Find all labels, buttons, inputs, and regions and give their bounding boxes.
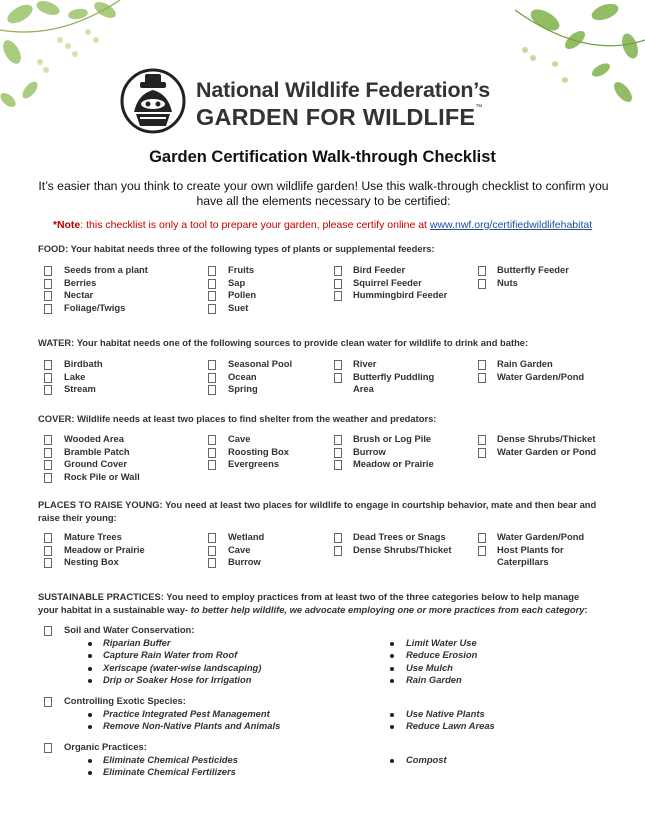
checkbox[interactable] [334, 435, 342, 445]
checklist-item: Meadow or Prairie [353, 458, 434, 469]
checklist-item: Pollen [228, 289, 257, 300]
page-title: Garden Certification Walk-through Checklist [149, 148, 496, 166]
checkbox[interactable] [208, 279, 216, 289]
checkbox[interactable] [208, 460, 216, 470]
checklist-item: Suet [228, 301, 249, 313]
checklist-item: Butterfly Feeder [497, 264, 569, 275]
practice-item: Use Native Plants [406, 707, 485, 719]
checklist-item: Seeds from a plant [64, 264, 148, 275]
checklist-item: Birdbath [64, 358, 103, 369]
checklist-item: Wetland [228, 531, 265, 542]
checklist-item: Spring [228, 383, 258, 394]
checkbox[interactable] [334, 546, 342, 556]
food-heading: FOOD: Your habitat needs three of the following types of plants or supplemental feeders: [38, 243, 435, 254]
intro-text: It’s easier than you think to create your own wildlife garden! Use this walk-through checklist to confirm you have all the elements necessary to be certified: [38, 179, 609, 208]
checkbox[interactable] [478, 546, 486, 556]
checkbox[interactable] [334, 360, 342, 370]
checkbox[interactable] [44, 533, 52, 543]
brand-name: National Wildlife Federation’s [196, 78, 491, 102]
checkbox[interactable] [334, 460, 342, 470]
bullet [390, 759, 394, 763]
young-heading: PLACES TO RAISE YOUNG: You need at least two places for wildlife to engage in courtship behavior, mate and then bear and raise their young: [38, 499, 597, 523]
practice-item: Riparian Buffer [103, 636, 171, 648]
practice-group-label: Soil and Water Conservation: [64, 624, 195, 635]
bullet [88, 713, 92, 717]
checklist-item: Butterfly Puddling [353, 370, 435, 382]
checklist-item: Hummingbird Feeder [353, 289, 448, 300]
checkbox[interactable] [44, 385, 52, 395]
checkbox[interactable] [478, 279, 486, 289]
checkbox[interactable] [208, 266, 216, 276]
checkbox[interactable] [208, 360, 216, 370]
checkbox[interactable] [44, 743, 52, 753]
checkbox[interactable] [478, 266, 486, 276]
bullet [390, 725, 394, 729]
checklist-item: Foliage/Twigs [64, 301, 126, 313]
bullet [390, 679, 394, 683]
checkbox[interactable] [208, 533, 216, 543]
checklist-item: Cave [228, 433, 251, 444]
sustainable-heading: SUSTAINABLE PRACTICES: You need to employ practices from at least two of the three categories below to help manage your habitat in a sustainable way- to better help wildlife, we advocate employing one or more practices from each category: [38, 591, 588, 615]
note-text: *Note: this checklist is only a tool to prepare your garden, please certify online at www.nwf.org/certifiedwildlifehabitat [52, 219, 593, 231]
checklist-item: Cave [228, 543, 251, 555]
checklist-item: Ocean [228, 370, 257, 382]
checklist-item: Bird Feeder [353, 264, 406, 275]
certify-link[interactable]: www.nwf.org/certifiedwildlifehabitat [429, 219, 593, 231]
checklist-item: Nesting Box [64, 556, 119, 567]
checklist-item: Host Plants for [497, 543, 564, 555]
bullet [88, 654, 92, 658]
checkbox[interactable] [44, 435, 52, 445]
brand-header [120, 68, 540, 138]
practice-group-label: Controlling Exotic Species: [64, 695, 186, 706]
practice-item: Eliminate Chemical Pesticides [103, 753, 238, 765]
practice-item: Practice Integrated Pest Management [103, 707, 270, 719]
practice-item: Use Mulch [406, 661, 453, 673]
practice-item: Rain Garden [406, 674, 462, 685]
water-heading: WATER: Your habitat needs one of the following sources to provide clean water for wildlife to drink and bathe: [38, 337, 529, 348]
checkbox[interactable] [478, 435, 486, 445]
checkbox[interactable] [478, 533, 486, 543]
checkbox[interactable] [44, 291, 52, 301]
checkbox[interactable] [208, 373, 216, 383]
checkbox[interactable] [334, 266, 342, 276]
checkbox[interactable] [44, 360, 52, 370]
practice-item: Compost [406, 753, 447, 765]
checkbox[interactable] [208, 448, 216, 458]
bullet [88, 679, 92, 683]
checklist-item: Roosting Box [228, 445, 289, 457]
checklist-item: Berries [64, 276, 97, 288]
checklist-item: Dense Shrubs/Thicket [497, 433, 596, 444]
checkbox[interactable] [44, 448, 52, 458]
checkbox[interactable] [334, 533, 342, 543]
checkbox[interactable] [44, 304, 52, 314]
practice-item: Xeriscape (water-wise landscaping) [103, 661, 262, 673]
checklist-item: Evergreens [228, 458, 280, 469]
checklist-item: Sap [228, 276, 246, 288]
checklist-item: River [353, 358, 377, 369]
bullet [88, 759, 92, 763]
checkbox[interactable] [44, 373, 52, 383]
checklist-item: Dead Trees or Snags [353, 531, 446, 542]
checklist-item: Wooded Area [64, 433, 124, 444]
checklist-item: Stream [64, 383, 96, 394]
checklist-item: Rain Garden [497, 358, 553, 369]
checklist-item: Nectar [64, 289, 94, 300]
checkbox[interactable] [208, 385, 216, 395]
practice-item: Drip or Soaker Hose for Irrigation [103, 674, 252, 685]
checklist-item: Meadow or Prairie [64, 543, 145, 555]
bullet [390, 667, 394, 671]
bullet [88, 725, 92, 729]
checklist-item: Burrow [353, 445, 386, 457]
checklist-item: Burrow [228, 556, 261, 567]
practice-item: Limit Water Use [406, 636, 477, 648]
checklist-item: Squirrel Feeder [353, 276, 422, 288]
checklist-item: Mature Trees [64, 531, 122, 542]
checkbox[interactable] [478, 448, 486, 458]
checkbox[interactable] [44, 697, 52, 707]
bullet [88, 771, 92, 775]
checklist-item: Nuts [497, 276, 518, 288]
checkbox[interactable] [208, 291, 216, 301]
checkbox[interactable] [44, 558, 52, 568]
checklist-item: Water Garden/Pond [497, 370, 585, 382]
checklist-item: Water Garden/Pond [497, 531, 585, 542]
checkbox[interactable] [44, 473, 52, 483]
bullet [390, 654, 394, 658]
checklist-item: Caterpillars [497, 556, 549, 567]
practice-item: Capture Rain Water from Roof [103, 649, 238, 660]
practice-item: Remove Non-Native Plants and Animals [103, 720, 281, 731]
checkbox[interactable] [208, 435, 216, 445]
checkbox[interactable] [44, 546, 52, 556]
checkbox[interactable] [44, 266, 52, 276]
checkbox[interactable] [334, 279, 342, 289]
checklist-item: Ground Cover [64, 458, 128, 469]
bullet [88, 667, 92, 671]
checkbox[interactable] [334, 373, 342, 383]
practice-item: Eliminate Chemical Fertilizers [103, 766, 236, 777]
checklist-item: Area [353, 383, 374, 394]
program-name: GARDEN FOR WILDLIFE™ [196, 104, 483, 130]
practice-item: Reduce Lawn Areas [406, 720, 495, 731]
checklist-item: Lake [64, 370, 86, 382]
checklist-item: Rock Pile or Wall [64, 470, 140, 482]
checkbox[interactable] [478, 360, 486, 370]
bullet [88, 642, 92, 646]
cover-heading: COVER: Wildlife needs at least two places to find shelter from the weather and predators: [38, 413, 437, 424]
checkbox[interactable] [208, 304, 216, 314]
bullet [390, 642, 394, 646]
checklist-item: Bramble Patch [64, 445, 130, 457]
checkbox[interactable] [44, 626, 52, 636]
checklist-item: Fruits [228, 264, 255, 275]
checklist-item: Brush or Log Pile [353, 433, 432, 444]
raccoon-logo-icon [120, 68, 186, 134]
bullet [390, 713, 394, 717]
checklist-item: Dense Shrubs/Thicket [353, 543, 452, 555]
checklist-item: Water Garden or Pond [497, 445, 597, 457]
checkbox[interactable] [44, 279, 52, 289]
checkbox[interactable] [208, 546, 216, 556]
checkbox[interactable] [334, 291, 342, 301]
checklist-item: Seasonal Pool [228, 358, 293, 369]
checkbox[interactable] [208, 558, 216, 568]
practice-item: Reduce Erosion [406, 649, 478, 660]
checkbox[interactable] [44, 460, 52, 470]
checkbox[interactable] [478, 373, 486, 383]
practice-group-label: Organic Practices: [64, 741, 147, 752]
checkbox[interactable] [334, 448, 342, 458]
